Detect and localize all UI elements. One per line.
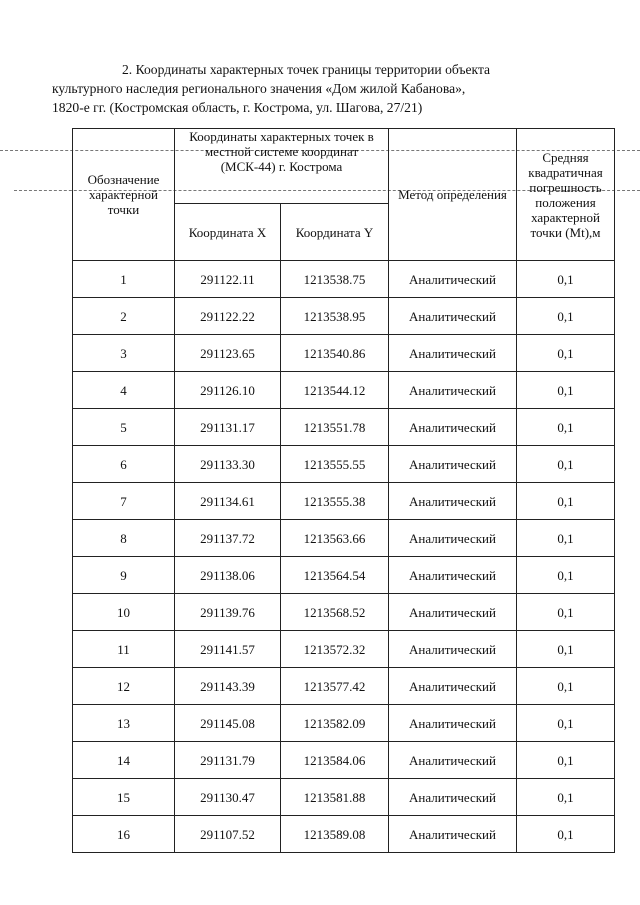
method-cell: Аналитический	[389, 557, 517, 594]
coordinate-x-cell: 291131.17	[175, 409, 281, 446]
method-cell: Аналитический	[389, 261, 517, 298]
header-coordinate-y: Координата Y	[281, 204, 389, 261]
coordinate-y-cell: 1213563.66	[281, 520, 389, 557]
error-cell: 0,1	[517, 668, 615, 705]
table-row	[73, 335, 615, 372]
point-number-cell: 12	[73, 668, 175, 705]
method-cell: Аналитический	[389, 779, 517, 816]
method-cell: Аналитический	[389, 816, 517, 853]
table-row	[73, 631, 615, 668]
error-cell: 0,1	[517, 446, 615, 483]
coordinate-y-cell: 1213572.32	[281, 631, 389, 668]
method-cell: Аналитический	[389, 335, 517, 372]
table-body	[73, 261, 615, 853]
error-cell: 0,1	[517, 483, 615, 520]
table-row	[73, 742, 615, 779]
point-number-cell: 6	[73, 446, 175, 483]
error-cell: 0,1	[517, 742, 615, 779]
heading-line-3: 1820-е гг. (Костромская область, г. Кострома, ул. Шагова, 27/21)	[52, 100, 423, 115]
point-number-cell: 15	[73, 779, 175, 816]
coordinate-y-cell: 1213538.75	[281, 261, 389, 298]
table-row	[73, 261, 615, 298]
coordinate-x-cell: 291143.39	[175, 668, 281, 705]
coordinate-x-cell: 291123.65	[175, 335, 281, 372]
method-cell: Аналитический	[389, 520, 517, 557]
header-method: Метод определения	[389, 129, 517, 261]
coordinate-y-cell: 1213582.09	[281, 705, 389, 742]
error-cell: 0,1	[517, 779, 615, 816]
error-cell: 0,1	[517, 298, 615, 335]
coordinate-x-cell: 291133.30	[175, 446, 281, 483]
point-number-cell: 3	[73, 335, 175, 372]
header-coordinates: Координаты характерных точек в местной системе координат (МСК-44) г. Кострома	[175, 129, 389, 204]
method-cell: Аналитический	[389, 409, 517, 446]
error-cell: 0,1	[517, 594, 615, 631]
coordinate-y-cell: 1213589.08	[281, 816, 389, 853]
error-cell: 0,1	[517, 557, 615, 594]
coordinate-y-cell: 1213581.88	[281, 779, 389, 816]
table-row	[73, 446, 615, 483]
table-row	[73, 298, 615, 335]
point-number-cell: 1	[73, 261, 175, 298]
coordinate-x-cell: 291122.11	[175, 261, 281, 298]
coordinate-y-cell: 1213568.52	[281, 594, 389, 631]
coordinate-x-cell: 291141.57	[175, 631, 281, 668]
method-cell: Аналитический	[389, 298, 517, 335]
coordinate-y-cell: 1213584.06	[281, 742, 389, 779]
table-row	[73, 372, 615, 409]
point-number-cell: 10	[73, 594, 175, 631]
document-heading	[52, 60, 572, 117]
method-cell: Аналитический	[389, 742, 517, 779]
coordinate-x-cell: 291145.08	[175, 705, 281, 742]
point-number-cell: 5	[73, 409, 175, 446]
error-cell: 0,1	[517, 261, 615, 298]
header-point-designation: Обозначение характерной точки	[73, 129, 175, 261]
coordinate-y-cell: 1213555.38	[281, 483, 389, 520]
error-cell: 0,1	[517, 816, 615, 853]
method-cell: Аналитический	[389, 594, 517, 631]
coordinate-x-cell: 291107.52	[175, 816, 281, 853]
coordinate-y-cell: 1213540.86	[281, 335, 389, 372]
point-number-cell: 14	[73, 742, 175, 779]
heading-line-2: культурного наследия регионального значения «Дом жилой Кабанова»,	[52, 81, 466, 96]
coordinate-x-cell: 291130.47	[175, 779, 281, 816]
coordinate-x-cell: 291134.61	[175, 483, 281, 520]
coordinate-x-cell: 291139.76	[175, 594, 281, 631]
error-cell: 0,1	[517, 631, 615, 668]
method-cell: Аналитический	[389, 631, 517, 668]
point-number-cell: 7	[73, 483, 175, 520]
table-row	[73, 668, 615, 705]
coordinate-y-cell: 1213577.42	[281, 668, 389, 705]
table-row	[73, 409, 615, 446]
error-cell: 0,1	[517, 705, 615, 742]
method-cell: Аналитический	[389, 372, 517, 409]
method-cell: Аналитический	[389, 446, 517, 483]
error-cell: 0,1	[517, 409, 615, 446]
coordinate-x-cell: 291137.72	[175, 520, 281, 557]
table-row	[73, 779, 615, 816]
header-mean-error: Средняя квадратичная погрешность положения характерной точки (Mt),м	[517, 129, 615, 261]
point-number-cell: 2	[73, 298, 175, 335]
coordinate-x-cell: 291131.79	[175, 742, 281, 779]
coordinate-y-cell: 1213544.12	[281, 372, 389, 409]
point-number-cell: 8	[73, 520, 175, 557]
coordinate-x-cell: 291138.06	[175, 557, 281, 594]
point-number-cell: 16	[73, 816, 175, 853]
point-number-cell: 9	[73, 557, 175, 594]
coordinates-table	[72, 128, 615, 853]
table-row	[73, 816, 615, 853]
point-number-cell: 13	[73, 705, 175, 742]
error-cell: 0,1	[517, 520, 615, 557]
table-row	[73, 520, 615, 557]
header-coordinate-x: Координата X	[175, 204, 281, 261]
coordinate-y-cell: 1213551.78	[281, 409, 389, 446]
table-row	[73, 483, 615, 520]
method-cell: Аналитический	[389, 705, 517, 742]
error-cell: 0,1	[517, 372, 615, 409]
table-row	[73, 557, 615, 594]
coordinate-x-cell: 291122.22	[175, 298, 281, 335]
method-cell: Аналитический	[389, 483, 517, 520]
heading-line-1: 2. Координаты характерных точек границы территории объекта	[122, 62, 491, 77]
point-number-cell: 11	[73, 631, 175, 668]
error-cell: 0,1	[517, 335, 615, 372]
point-number-cell: 4	[73, 372, 175, 409]
table-row	[73, 594, 615, 631]
method-cell: Аналитический	[389, 668, 517, 705]
table-row	[73, 705, 615, 742]
coordinate-y-cell: 1213555.55	[281, 446, 389, 483]
coordinate-y-cell: 1213564.54	[281, 557, 389, 594]
coordinate-y-cell: 1213538.95	[281, 298, 389, 335]
coordinate-x-cell: 291126.10	[175, 372, 281, 409]
